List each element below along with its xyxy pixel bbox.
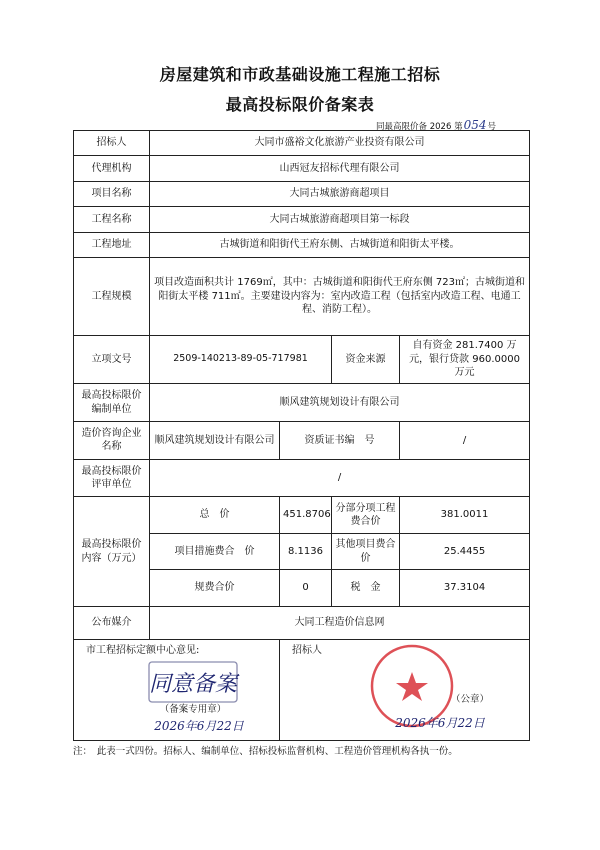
label-compiler: 最高投标限价编制单位 (74, 384, 150, 422)
value-tax: 37.3104 (400, 570, 530, 607)
filing-table (73, 130, 530, 741)
label-fund-source: 资金来源 (332, 335, 400, 384)
value-total: 451.8706 (280, 497, 332, 534)
tenderer-date: 2026年6月22日 (395, 716, 485, 731)
value-review: / (150, 459, 530, 497)
label-review: 最高投标限价评审单位 (74, 459, 150, 497)
label-consult: 造价咨询企业名称 (74, 422, 150, 460)
label-scale: 工程规模 (74, 258, 150, 335)
label-other: 其他项目费合价 (332, 533, 400, 570)
footnote: 注： 此表一式四份。招标人、编制单位、招标投标监督机构、工程造价管理机构各执一份。 (73, 746, 458, 757)
row-project-name (74, 181, 530, 206)
label-cert: 资质证书编 号 (280, 422, 400, 460)
filing-date: 2026年6月22日 (154, 719, 244, 733)
value-fund-source: 自有资金 281.7400 万元，银行贷款 960.0000 万元 (400, 335, 530, 384)
value-tenderer: 大同市盛裕文化旅游产业投资有限公司 (150, 131, 530, 156)
value-agency: 山西冠友招标代理有限公司 (150, 156, 530, 181)
filing-stamp-caption: （备案专用章） (159, 704, 227, 716)
value-measure: 8.1136 (280, 533, 332, 570)
label-work-name: 工程名称 (74, 207, 150, 232)
value-cert: / (400, 422, 530, 460)
label-total: 总 价 (150, 497, 280, 534)
tenderer-seal-cell (280, 640, 530, 741)
label-project-name: 项目名称 (74, 181, 150, 206)
approval-opinion-cell (74, 640, 280, 741)
tenderer-seal-label: 招标人 (292, 645, 322, 657)
label-media: 公布媒介 (74, 606, 150, 639)
label-agency: 代理机构 (74, 156, 150, 181)
company-seal-caption: （公章） (450, 694, 490, 706)
row-media (74, 606, 530, 639)
row-review (74, 459, 530, 497)
filing-stamp-text: 同意备案 (148, 672, 238, 698)
form-title: 房屋建筑和市政基础设施工程施工招标 (159, 65, 441, 84)
row-price-1 (74, 497, 530, 534)
value-fee: 0 (280, 570, 332, 607)
value-work-name: 大同古城旅游商超项目第一标段 (150, 207, 530, 232)
value-sub: 381.0011 (400, 497, 530, 534)
label-fee: 规费合价 (150, 570, 280, 607)
row-agency (74, 156, 530, 181)
value-scale: 项目改造面积共计 1769㎡，其中：古城街道和阳街代王府东侧 723㎡；古城街道和阳街太平楼 711㎡。主要建设内容为：室内改造工程（包括室内改造工程、电通工程、消防工程）。 (150, 258, 530, 335)
label-tenderer: 招标人 (74, 131, 150, 156)
filing-number-handwritten: 054 (463, 118, 487, 132)
row-tenderer (74, 131, 530, 156)
value-compiler: 顺风建筑规划设计有限公司 (150, 384, 530, 422)
row-signatures (74, 640, 530, 741)
row-scale (74, 258, 530, 335)
label-price: 最高投标限价内容（万元） (74, 497, 150, 607)
row-work-name (74, 207, 530, 232)
seal-star-icon (396, 672, 428, 701)
filing-number: 同最高限价备 2026 第054号 (376, 118, 496, 132)
value-project-name: 大同古城旅游商超项目 (150, 181, 530, 206)
value-other: 25.4455 (400, 533, 530, 570)
value-media: 大同工程造价信息网 (150, 606, 530, 639)
value-approval: 2509-140213-89-05-717981 (150, 335, 332, 384)
label-sub: 分部分项工程费合价 (332, 497, 400, 534)
form-subtitle: 最高投标限价备案表 (225, 95, 375, 114)
label-tax: 税 金 (332, 570, 400, 607)
label-approval: 立项文号 (74, 335, 150, 384)
company-seal (320, 642, 520, 732)
label-address: 工程地址 (74, 232, 150, 257)
value-consult: 顺风建筑规划设计有限公司 (150, 422, 280, 460)
row-approval (74, 335, 530, 384)
row-address (74, 232, 530, 257)
row-compiler (74, 384, 530, 422)
filing-stamp (129, 652, 269, 732)
row-consult (74, 422, 530, 460)
value-address: 古城街道和阳街代王府东侧、古城街道和阳街太平楼。 (150, 232, 530, 257)
approval-opinion-label: 市工程招标定额中心意见: (86, 645, 200, 657)
label-measure: 项目措施费合 价 (150, 533, 280, 570)
